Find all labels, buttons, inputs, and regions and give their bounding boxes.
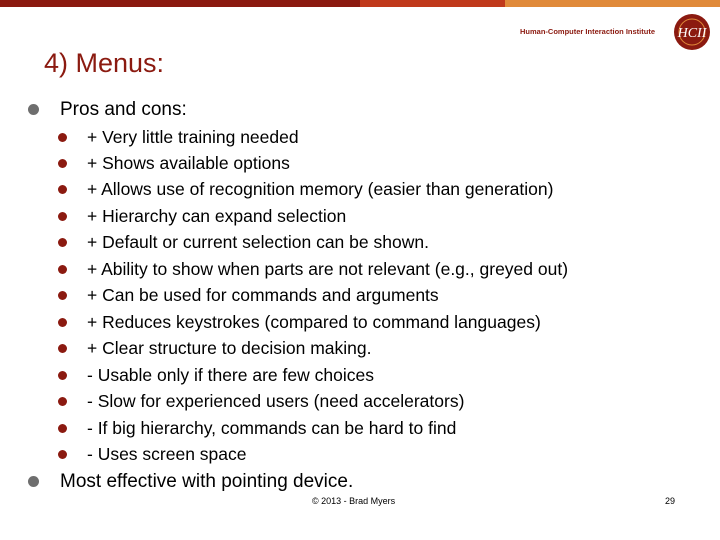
list-item-text: - Slow for experienced users (need accelerators) <box>87 391 465 411</box>
bullet-icon <box>58 291 67 300</box>
list-item <box>87 418 456 438</box>
page-number: 29 <box>665 496 676 506</box>
list-item-text: + Clear structure to decision making. <box>87 338 372 358</box>
list-item <box>87 444 247 464</box>
bullet-icon <box>58 159 67 168</box>
list-item-text: - Uses screen space <box>87 444 247 464</box>
list-item <box>87 179 553 199</box>
top-bar-segment-light <box>505 0 720 7</box>
bullet-icon <box>58 185 67 194</box>
slide-title: 4) Menus: <box>44 48 165 78</box>
list-item-text: - If big hierarchy, commands can be hard to find <box>87 418 457 438</box>
bullet-icon <box>58 397 67 406</box>
list-item <box>87 153 290 173</box>
top-color-bar <box>0 0 720 7</box>
list-item <box>87 391 464 411</box>
list-item-text: + Hierarchy can expand selection <box>87 206 347 226</box>
bullet-icon <box>58 371 67 380</box>
list-item-text: + Default or current selection can be shown. <box>87 232 429 252</box>
bullet-icon <box>58 238 67 247</box>
bullet-icon <box>58 344 67 353</box>
list-item-pointing-device <box>60 471 353 493</box>
bullet-icon <box>58 450 67 459</box>
list-item <box>87 127 299 147</box>
list-item <box>87 285 439 305</box>
list-item-text: + Very little training needed <box>87 127 299 147</box>
list-item-text: + Reduces keystrokes (compared to command languages) <box>87 312 541 332</box>
top-bar-segment-mid <box>360 0 505 7</box>
list-item-text: + Allows use of recognition memory (easier than generation) <box>87 179 554 199</box>
list-item <box>87 365 374 385</box>
bullet-icon <box>58 265 67 274</box>
list-item <box>87 206 346 226</box>
list-item-pros-cons <box>60 99 187 121</box>
institute-name: Human-Computer Interaction Institute <box>520 27 656 36</box>
list-item <box>87 232 429 252</box>
bullet-icon <box>28 104 39 115</box>
hcii-logo-icon <box>672 10 712 52</box>
list-item <box>87 259 568 279</box>
list-item-text: - Usable only if there are few choices <box>87 365 374 385</box>
bullet-icon <box>58 318 67 327</box>
list-item <box>87 338 372 358</box>
logo-text: HCII <box>677 26 707 41</box>
list-item <box>87 312 541 332</box>
list-item-text: Most effective with pointing device. <box>60 471 354 492</box>
footer-copyright: © 2013 - Brad Myers <box>312 496 396 506</box>
bullet-icon <box>28 476 39 487</box>
list-item-text: + Shows available options <box>87 153 290 173</box>
list-item-text: Pros and cons: <box>60 99 187 120</box>
bullet-icon <box>58 424 67 433</box>
list-item-text: + Ability to show when parts are not relevant (e.g., greyed out) <box>87 259 569 279</box>
bullet-icon <box>58 212 67 221</box>
top-bar-segment-dark <box>0 0 360 7</box>
bullet-icon <box>58 133 67 142</box>
list-item-text: + Can be used for commands and arguments <box>87 285 439 305</box>
